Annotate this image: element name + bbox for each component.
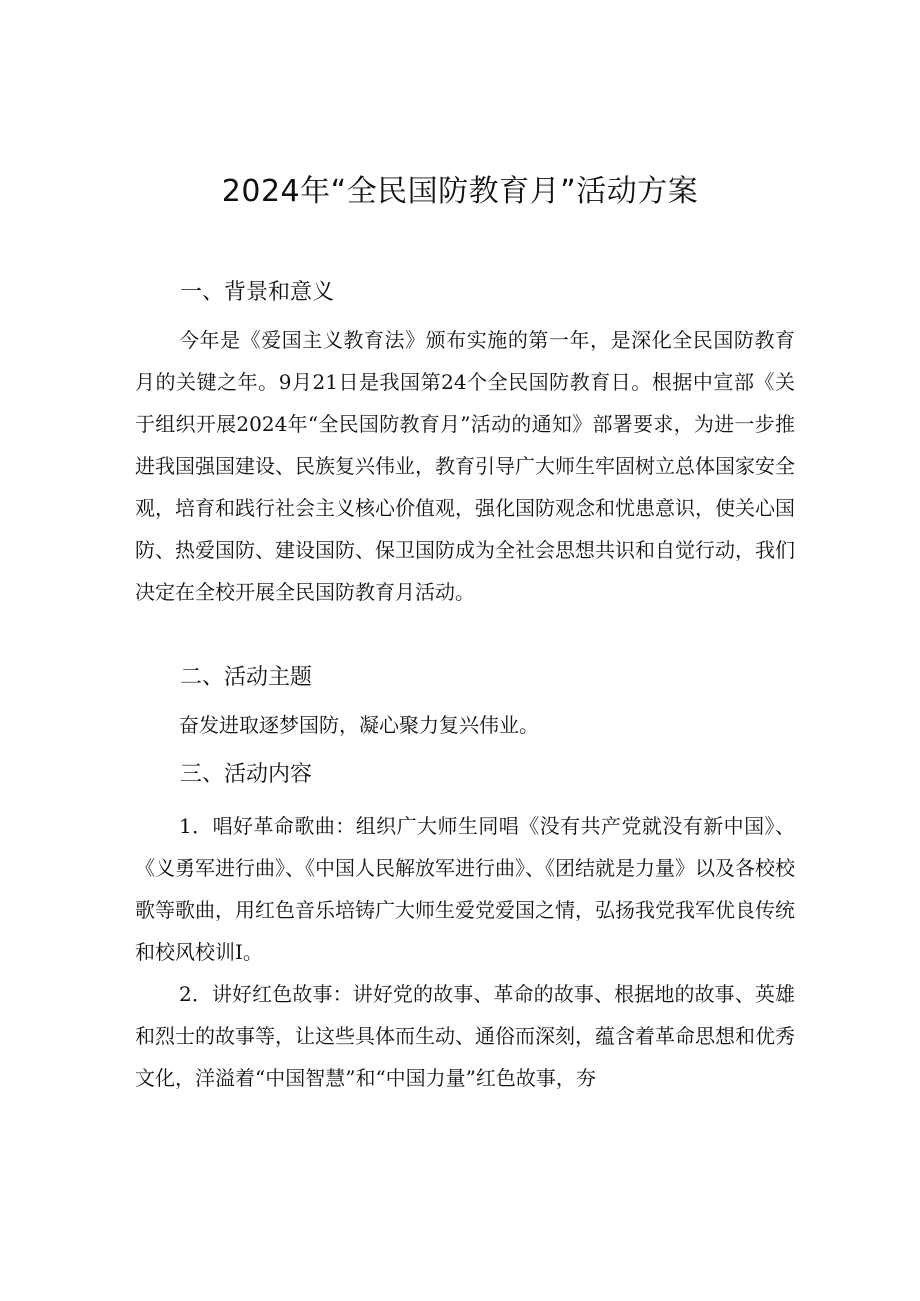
content-item-stories: 2．讲好红色故事：讲好党的故事、革命的故事、根据地的故事、英雄和烈士的故事等，让这些具体而生动、通俗而深刻，蕴含着革命思想和优秀文化，洋溢着“中国智慧”和“中国力量”红色故事，夯 bbox=[135, 982, 795, 1090]
section-heading-background: 一、背景和意义 bbox=[180, 280, 335, 305]
document-title: 2024年“全民国防教育月”活动方案 bbox=[221, 174, 699, 209]
content-item-songs: 1．唱好革命歌曲：组织广大师生同唱《没有共产党就没有新中国》、《义勇军进行曲》、《中国人民解放军进行曲》、《团结就是力量》以及各校校歌等歌曲，用红色音乐培铸广大师生爱党爱国之情，弘扬我党我军优良传统和校风校训I。 bbox=[135, 814, 795, 964]
section-paragraph-theme: 奋发进取逐梦国防，凝心聚力复兴伟业。 bbox=[179, 713, 539, 737]
section-paragraph-background: 今年是《爱国主义教育法》颁布实施的第一年，是深化全民国防教育月的关键之年。9月21日是我国第24个全民国防教育日。根据中宣部《关于组织开展2024年“全民国防教育月”活动的通知》部署要求，为进一步推进我国强国建设、民族复兴伟业，教育引导广大师生牢固树立总体国家安全观，培育和践行社会主义核心价值观，强化国防观念和忧患意识，使关心国防、热爱国防、建设国防、保卫国防成为全社会思想共识和自觉行动，我们决定在全校开展全民国防教育月活动。 bbox=[135, 328, 795, 604]
section-heading-theme: 二、活动主题 bbox=[180, 665, 313, 690]
section-heading-content: 三、活动内容 bbox=[180, 762, 313, 787]
